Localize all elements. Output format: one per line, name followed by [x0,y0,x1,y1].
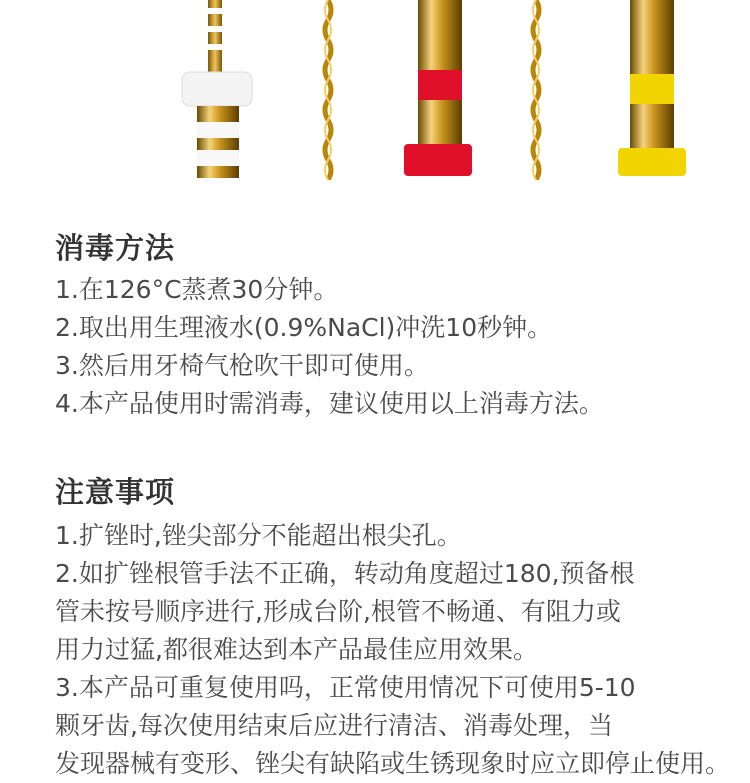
disinfection-line: 2.取出用生理液水(0.9%NaCl)冲洗10秒钟。 [55,313,553,342]
product-image-strip [0,0,750,180]
disinfection-line: 1.在126°C蒸煮30分钟。 [55,275,339,304]
precautions-line: 发现器械有变形、锉尖有缺陷或生锈现象时应立即停止使用。 [55,749,731,778]
precautions-line: 管未按号顺序进行,形成台阶,根管不畅通、有阻力或 [55,597,621,626]
precautions-section [55,470,735,783]
disinfection-title: 消毒方法 [55,231,176,265]
twisted-file-2 [533,0,539,180]
disinfection-section [55,226,735,423]
precautions-line: 1.扩锉时,锉尖部分不能超出根尖孔。 [55,521,462,550]
endo-file-red [404,0,472,176]
endo-file-yellow [618,0,686,176]
precautions-line: 2.如扩锉根管手法不正确，转动角度超过180,预备根 [55,559,635,588]
precautions-line: 3.本产品可重复使用吗，正常使用情况下可使用5-10 [55,673,636,702]
precautions-line: 颗牙齿,每次使用结束后应进行清洁、消毒处理，当 [55,711,613,740]
precautions-title: 注意事项 [55,475,176,509]
precautions-line: 用力过猛,都很难达到本产品最佳应用效果。 [55,635,538,664]
disinfection-line: 3.然后用牙椅气枪吹干即可使用。 [55,351,429,380]
disinfection-line: 4.本产品使用时需消毒，建议使用以上消毒方法。 [55,389,604,418]
twisted-file-1 [325,0,331,180]
endo-file-white [182,0,252,178]
